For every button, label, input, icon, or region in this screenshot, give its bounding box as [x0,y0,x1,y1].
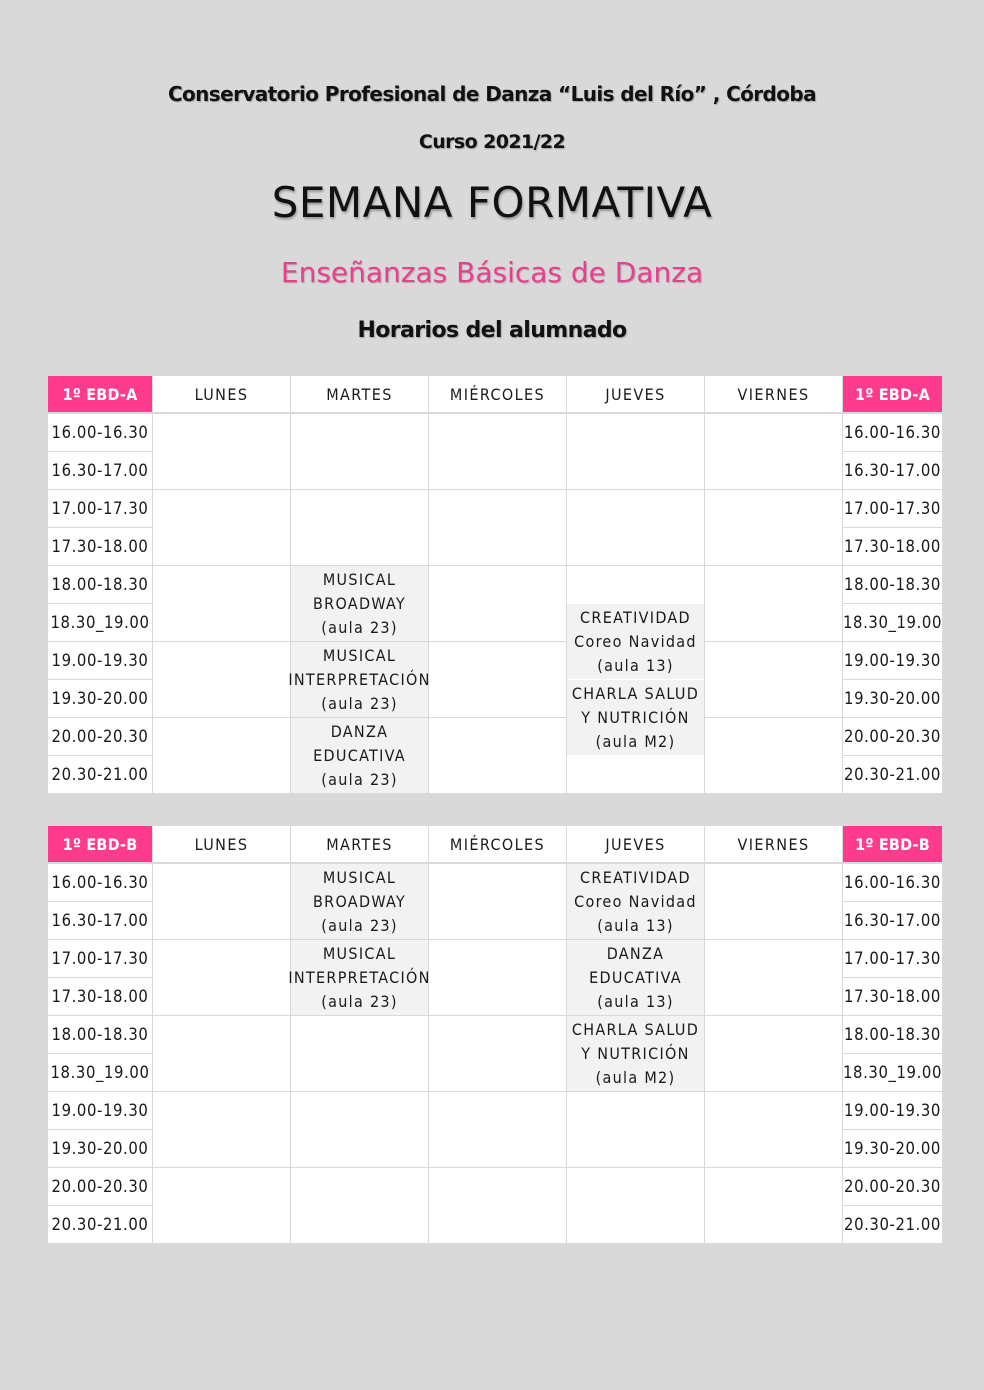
time-slot: 17.00-17.30 [48,940,152,977]
time-slot: 19.00-19.30 [48,1092,152,1129]
empty-slot [153,940,290,1015]
activity-block [567,864,704,939]
course-label: Curso 2021/22 [418,131,566,153]
empty-slot [153,864,290,939]
time-slot: 18.00-18.30 [843,566,942,603]
empty-slot [291,490,428,565]
empty-slot [705,490,842,565]
activity-text: (aula M2) [595,1067,676,1087]
empty-slot [429,490,566,565]
empty-slot [153,1168,290,1243]
activity-text: CHARLA SALUD [571,1019,700,1039]
empty-slot [429,1092,566,1167]
time-slot: 16.30-17.00 [843,902,942,939]
activity-text: (aula 23) [321,617,398,637]
empty-slot [153,718,290,793]
time-slot: 20.30-21.00 [48,1206,152,1243]
time-slot: 18.00-18.30 [843,1016,942,1053]
empty-slot [153,642,290,717]
time-slot: 18.30_19.00 [843,1054,942,1091]
activity-text: (aula M2) [595,731,676,751]
time-slot: 20.00-20.30 [843,718,942,755]
empty-slot [429,864,566,939]
institution-title: Conservatorio Profesional de Danza “Luis del Río” , Córdoba [167,82,817,106]
time-slot: 18.30_19.00 [843,604,942,641]
schedule-table-ebd-a [48,376,942,790]
empty-slot [153,566,290,641]
group-label: 1º EBD-B [48,826,152,862]
time-slot: 20.00-20.30 [48,718,152,755]
activity-text: DANZA [330,721,389,741]
activity-text: EDUCATIVA [313,745,406,765]
day-header: VIERNES [705,826,842,862]
time-slot: 20.30-21.00 [48,756,152,793]
time-slot: 18.00-18.30 [48,1016,152,1053]
time-slot: 20.00-20.30 [843,1168,942,1205]
empty-slot [153,414,290,489]
time-slot: 16.30-17.00 [843,452,942,489]
activity-text: MUSICAL [322,645,397,665]
day-header: LUNES [153,826,290,862]
empty-slot [705,1168,842,1243]
activity-block [288,940,431,1015]
empty-slot [153,490,290,565]
empty-slot [429,1168,566,1243]
time-slot: 19.00-19.30 [843,642,942,679]
time-slot: 18.00-18.30 [48,566,152,603]
time-slot: 20.30-21.00 [843,756,942,793]
day-header: MIÉRCOLES [429,826,566,862]
time-slot: 16.00-16.30 [843,864,942,901]
empty-slot [705,566,842,641]
empty-slot [705,414,842,489]
activity-text: CREATIVIDAD [580,607,691,627]
activity-text: (aula 13) [597,915,674,935]
day-header: MARTES [291,376,428,412]
day-header: MIÉRCOLES [429,376,566,412]
empty-slot [429,718,566,793]
time-slot: 16.30-17.00 [48,452,152,489]
activity-text: Y NUTRICIÓN [581,1043,690,1063]
group-label: 1º EBD-A [843,376,942,412]
time-slot: 20.00-20.30 [48,1168,152,1205]
activity-text: MUSICAL [322,569,397,589]
activity-text: (aula 13) [597,655,674,675]
activity-text: INTERPRETACIÓN [288,669,431,689]
group-label: 1º EBD-A [48,376,152,412]
empty-slot [291,1016,428,1091]
empty-slot [705,940,842,1015]
activity-text: Coreo Navidad [574,631,697,651]
time-slot: 16.30-17.00 [48,902,152,939]
activity-text: Y NUTRICIÓN [581,707,690,727]
day-header: MARTES [291,826,428,862]
empty-slot [291,1092,428,1167]
day-header: JUEVES [567,826,704,862]
empty-slot [567,490,704,565]
activity-text: MUSICAL [322,943,397,963]
time-slot: 18.30_19.00 [48,604,152,641]
activity-text: (aula 13) [597,991,674,1011]
time-slot: 16.00-16.30 [48,864,152,901]
activity-text: Coreo Navidad [574,891,697,911]
time-slot: 16.00-16.30 [843,414,942,451]
empty-slot [291,1168,428,1243]
day-header: LUNES [153,376,290,412]
day-header: JUEVES [567,376,704,412]
activity-block [567,1016,704,1091]
empty-slot [705,864,842,939]
time-slot: 17.00-17.30 [48,490,152,527]
empty-slot [705,1092,842,1167]
activity-block [288,642,431,717]
time-slot: 19.00-19.30 [48,642,152,679]
time-slot: 19.30-20.00 [48,680,152,717]
time-slot: 17.00-17.30 [843,940,942,977]
activity-text: DANZA [606,943,665,963]
empty-slot [429,642,566,717]
time-slot: 17.30-18.00 [843,978,942,1015]
page-title: SEMANA FORMATIVA [271,178,713,227]
activity-text: BROADWAY [312,593,406,613]
activity-block [567,940,704,1015]
time-slot: 17.30-18.00 [48,978,152,1015]
empty-slot [567,414,704,489]
time-slot: 17.30-18.00 [843,528,942,565]
activity-block [291,718,428,793]
empty-slot [705,1016,842,1091]
activity-text: EDUCATIVA [589,967,682,987]
empty-slot [429,940,566,1015]
time-slot: 19.30-20.00 [48,1130,152,1167]
empty-slot [429,414,566,489]
group-label: 1º EBD-B [843,826,942,862]
activity-block [291,864,428,939]
schedule-table-ebd-b [48,826,942,1240]
activity-block [567,604,704,679]
activity-block [567,680,704,755]
time-slot: 17.00-17.30 [843,490,942,527]
time-slot: 19.30-20.00 [843,1130,942,1167]
activity-text: MUSICAL [322,867,397,887]
empty-slot [153,1016,290,1091]
time-slot: 20.30-21.00 [843,1206,942,1243]
activity-text: (aula 23) [321,915,398,935]
time-slot: 18.30_19.00 [48,1054,152,1091]
time-slot: 16.00-16.30 [48,414,152,451]
empty-slot [291,414,428,489]
time-slot: 17.30-18.00 [48,528,152,565]
empty-slot [153,1092,290,1167]
time-slot: 19.00-19.30 [843,1092,942,1129]
schedule-heading: Horarios del alumnado [357,318,627,343]
activity-text: INTERPRETACIÓN [288,967,431,987]
activity-text: BROADWAY [312,891,406,911]
empty-slot [429,566,566,641]
time-slot: 19.30-20.00 [843,680,942,717]
activity-text: (aula 23) [321,693,398,713]
activity-text: (aula 23) [321,991,398,1011]
activity-text: (aula 23) [321,769,398,789]
empty-slot [567,1168,704,1243]
page-subtitle: Enseñanzas Básicas de Danza [280,256,704,289]
activity-block [291,566,428,641]
empty-slot [567,1092,704,1167]
empty-slot [429,1016,566,1091]
empty-slot [705,642,842,717]
day-header: VIERNES [705,376,842,412]
activity-text: CREATIVIDAD [580,867,691,887]
empty-slot [705,718,842,793]
activity-text: CHARLA SALUD [571,683,700,703]
